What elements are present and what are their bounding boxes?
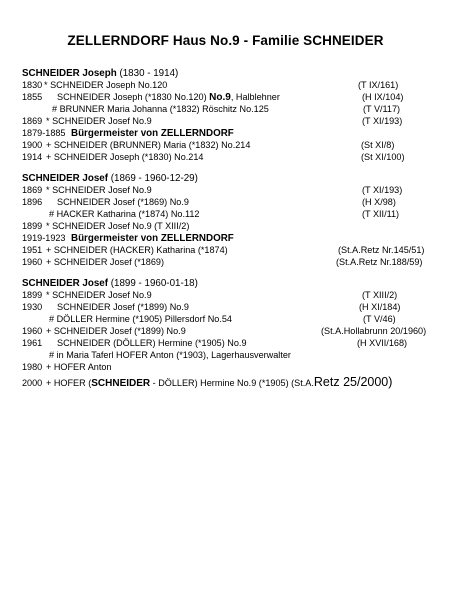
record-year: 1896 [22,197,43,207]
record-ref: (H X/98) [362,197,396,207]
record-year: 1869 [22,185,43,195]
record-row [0,375,451,391]
life-dates: (1899 - 1960-01-18) [110,278,198,289]
record-text: # in Maria Taferl HOFER Anton (*1903), Lagerhausverwalter [49,350,291,360]
person-name: SCHNEIDER Josef [22,173,109,184]
record-ref: (St.A.Retz Nr.145/51) [338,245,425,255]
record-ref: (T V/117) [363,104,401,114]
record-text: * SCHNEIDER Josef No.9 [46,290,152,300]
life-dates: (1830 - 1914) [119,68,179,79]
record-year: 1980 [22,362,43,372]
record-row [0,256,451,269]
record-ref: (T XII/11) [362,209,400,219]
record-text: + SCHNEIDER Josef (*1899) No.9 [46,326,186,336]
record-ref: (T IX/161) [358,80,399,90]
record-text: Bürgermeister von ZELLERNDORF [71,233,234,244]
record-text: # DÖLLER Hermine (*1905) Pillersdorf No.54 [49,314,232,324]
record-year: 1919-1923 [22,233,66,243]
record-year: 1960 [22,326,43,336]
person-name: SCHNEIDER Josef [22,278,109,289]
record-ref: (St.A.Hollabrunn 20/1960) [321,326,427,336]
record-year: 1869 [22,116,43,126]
record-row [0,151,451,164]
record-ref: (T XIII/2) [362,290,398,300]
person-name: SCHNEIDER Joseph [22,68,117,79]
record-ref: (T XI/193) [362,116,403,126]
record-year: 1951 [22,245,43,255]
record-text: + SCHNEIDER Joseph (*1830) No.214 [46,152,204,162]
record-text: SCHNEIDER (DÖLLER) Hermine (*1905) No.9 [57,338,247,348]
record-ref: (H IX/104) [362,92,404,102]
record-text: SCHNEIDER Josef (*1869) No.9 [57,197,189,207]
record-ref: (T XI/193) [362,185,403,195]
record-text: + SCHNEIDER Josef (*1869) [46,257,165,267]
record-year: 1961 [22,338,43,348]
record-year: 1899 [22,290,43,300]
record-text: * SCHNEIDER Josef No.9 (T XIII/2) [46,221,190,231]
record-text: # BRUNNER Maria Johanna (*1832) Röschitz No.125 [52,104,269,114]
record-year: 1899 [22,221,43,231]
record-year: 2000 [22,378,43,388]
record-ref: (St XI/8) [361,140,395,150]
record-year: 1930 [22,302,43,312]
record-text: Bürgermeister von ZELLERNDORF [71,128,234,139]
record-text: + HOFER (SCHNEIDER - DÖLLER) Hermine No.9 (*1905) (St.A.Retz 25/2000) [46,375,393,389]
record-ref: (St.A.Retz Nr.188/59) [336,257,423,267]
record-text: * SCHNEIDER Josef No.9 [46,185,152,195]
page-title: ZELLERNDORF Haus No.9 - Familie SCHNEIDER [67,33,384,48]
record-ref: (H XI/184) [359,302,401,312]
record-year: 1960 [22,257,43,267]
record-ref: (T V/46) [363,314,396,324]
record-year: 1855 [22,92,43,102]
record-year: 1879-1885 [22,128,66,138]
record-text: + SCHNEIDER (BRUNNER) Maria (*1832) No.214 [46,140,251,150]
record-text: # HACKER Katharina (*1874) No.112 [49,209,200,219]
record-text: * SCHNEIDER Josef No.9 [46,116,152,126]
record-text: + HOFER Anton [46,362,112,372]
record-year: 1914 [22,152,43,162]
record-year: 1900 [22,140,43,150]
record-text: SCHNEIDER Josef (*1899) No.9 [57,302,189,312]
record-ref: (H XVII/168) [357,338,408,348]
record-ref: (St XI/100) [361,152,405,162]
record-year: 1830 [22,80,43,90]
life-dates: (1869 - 1960-12-29) [110,173,198,184]
record-row [0,361,451,374]
record-text: SCHNEIDER Joseph (*1830 No.120) No.9, Halblehner [57,92,280,103]
record-text: * SCHNEIDER Joseph No.120 [44,80,168,90]
record-text: + SCHNEIDER (HACKER) Katharina (*1874) [46,245,228,255]
